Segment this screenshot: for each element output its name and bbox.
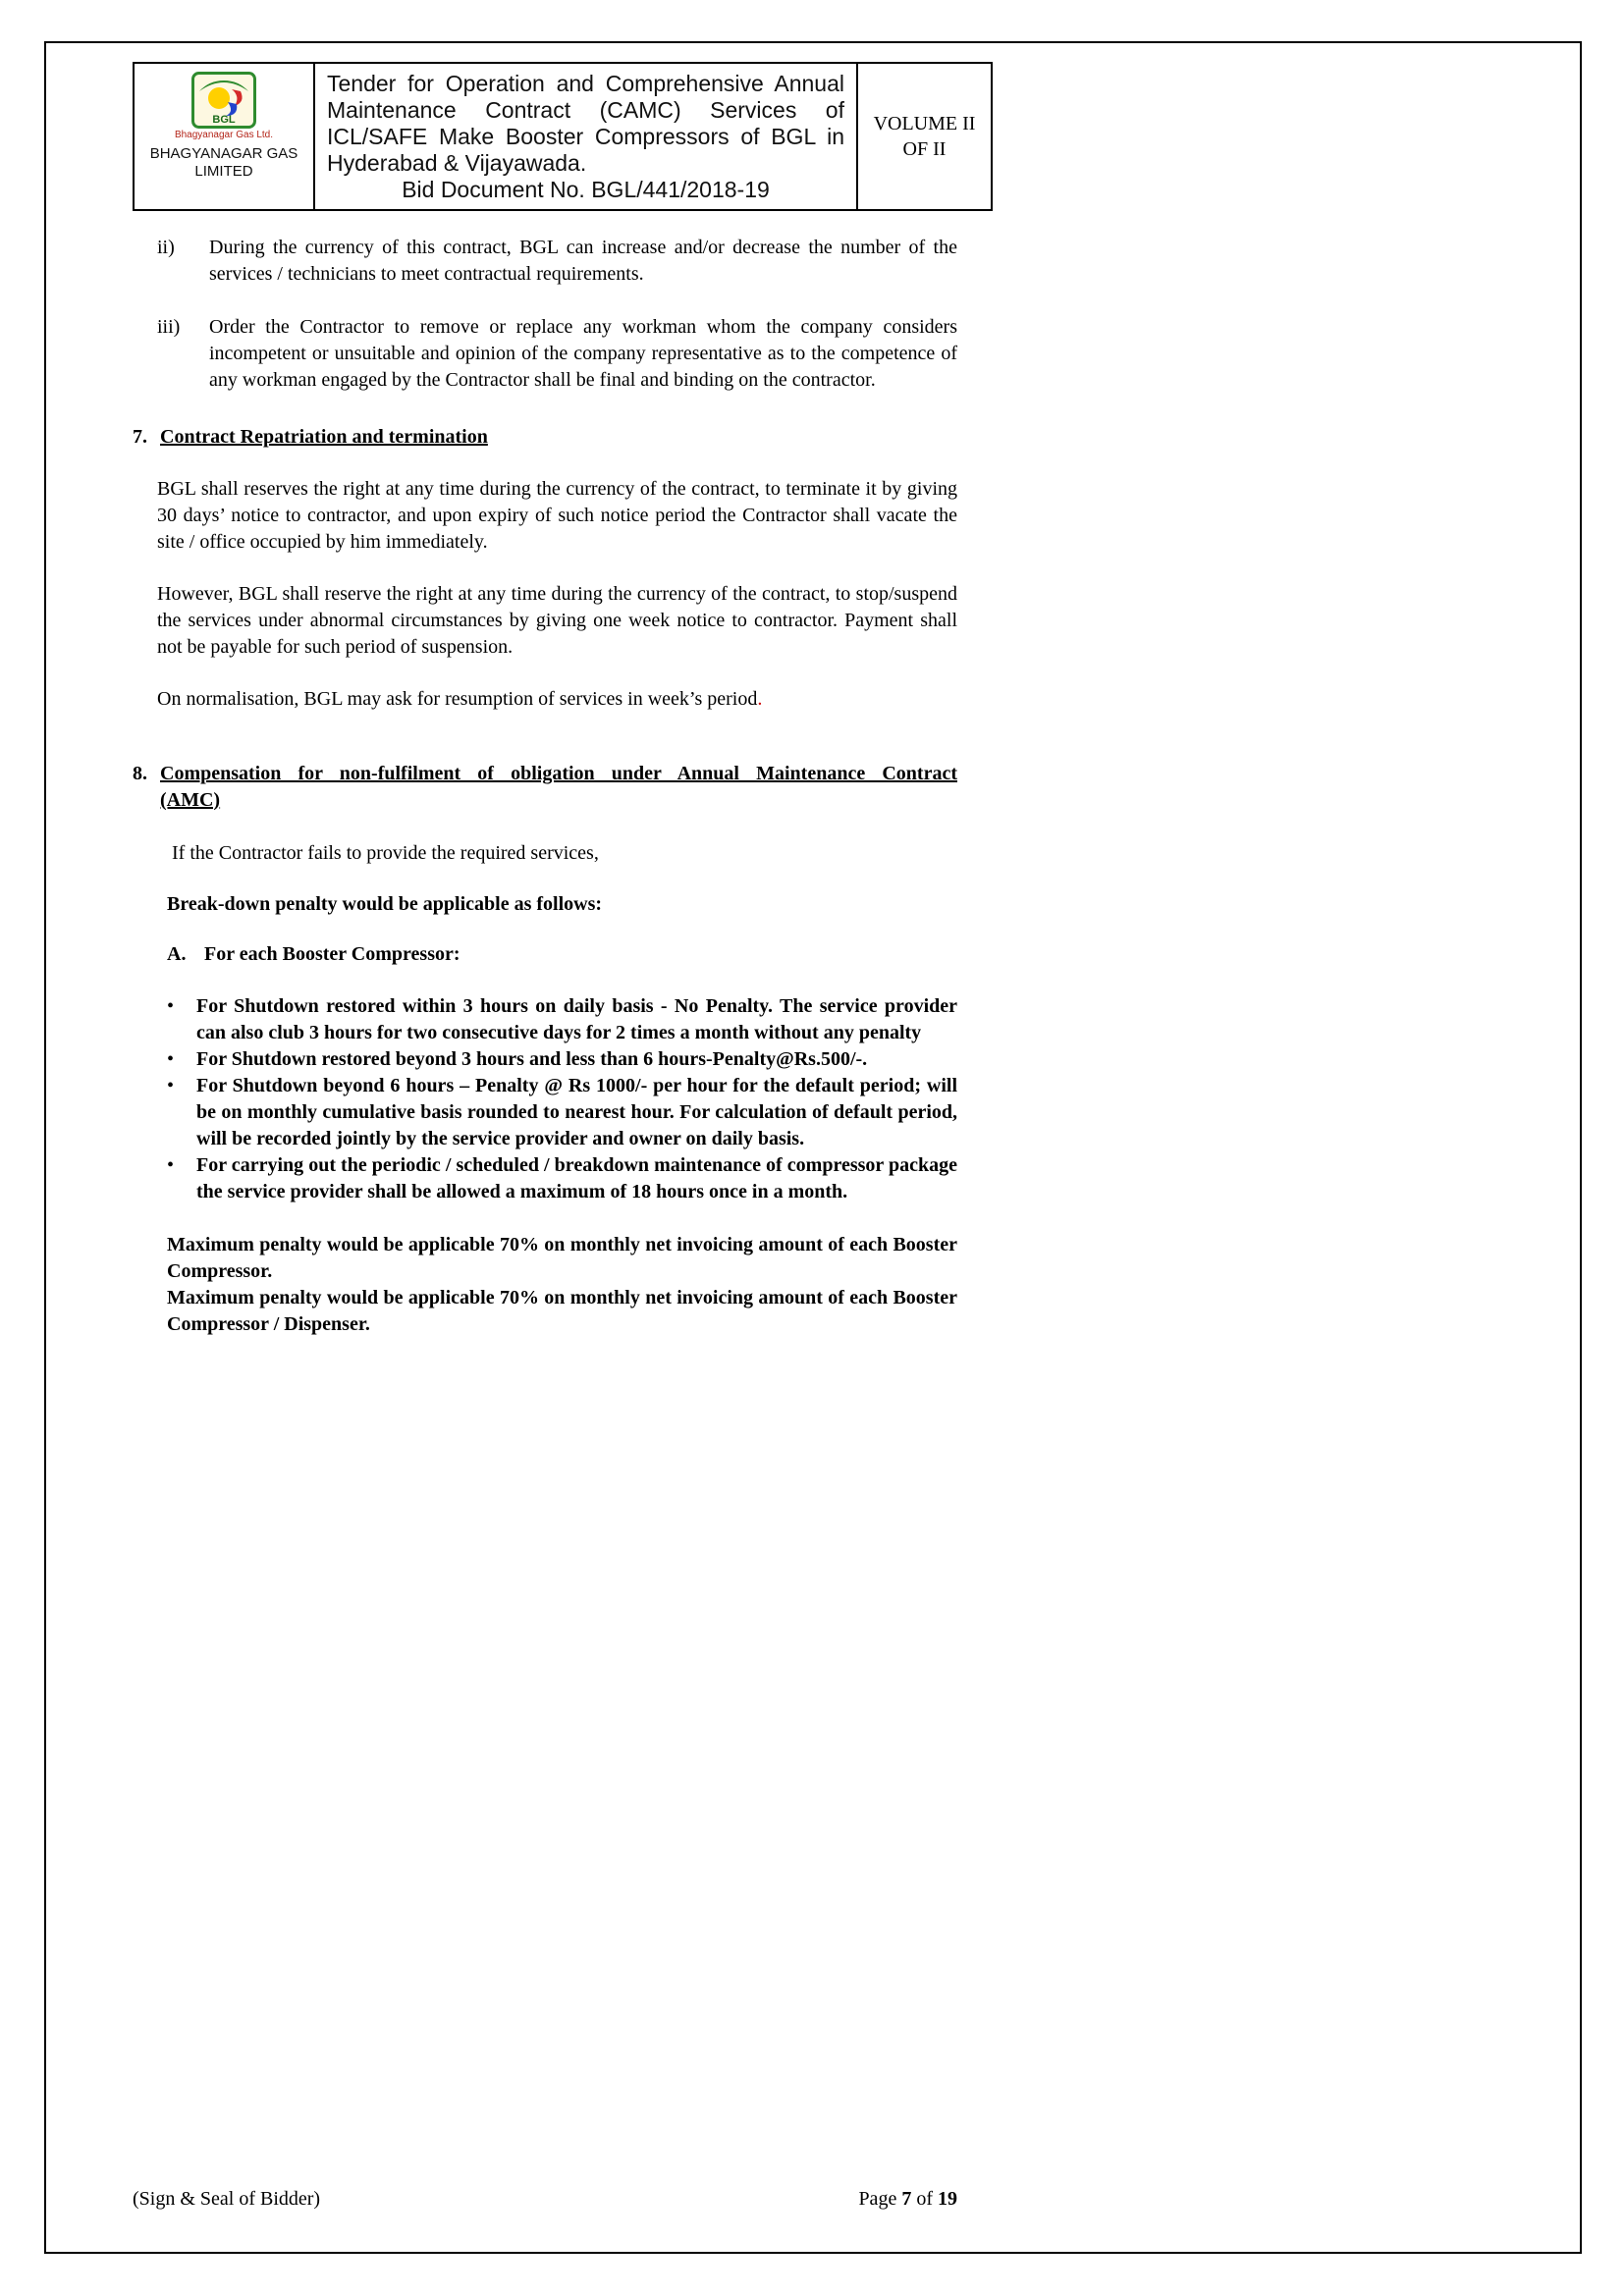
list-item-label: iii) <box>157 316 181 338</box>
paragraph-text: On normalisation, BGL may ask for resumption of services in week’s period <box>157 688 758 710</box>
bullet-text: For Shutdown beyond 6 hours – Penalty @ Rs 1000/- per hour for the default period; will be on monthly cumulative basis rounded to nearest hour. For calculation of default period, will be recorded jointly by the service provider and owner on daily basis. <box>196 1075 957 1149</box>
bullet-text: For Shutdown restored within 3 hours on daily basis - No Penalty. The service provider can also club 3 hours for two consecutive days for 2 times a month without any penalty <box>196 995 957 1043</box>
page-number <box>858 2186 957 2213</box>
red-period: . <box>757 688 763 710</box>
header-table <box>133 62 993 211</box>
paragraph-intro: If the Contractor fails to provide the required services, <box>172 842 599 864</box>
paragraph-termination-2: However, BGL shall reserve the right at any time during the currency of the contract, to stop/suspend the services under abnormal circumstances by giving one week notice to contractor. Payment shall not be payable for such period of suspension. <box>157 583 957 658</box>
page-footer <box>133 2186 957 2213</box>
section-title-line1: Compensation for non-fulfilment of obligation under Annual Maintenance Contract <box>160 763 957 784</box>
penalty-bullet-list <box>133 993 957 1205</box>
section-a-label: A. <box>167 943 187 965</box>
bullet-icon: • <box>167 1154 175 1176</box>
bullet-icon: • <box>167 995 175 1017</box>
volume-line2: OF II <box>902 138 947 160</box>
paragraph-termination-1: BGL shall reserves the right at any time during the currency of the contract, to terminate it by giving 30 days’ notice to contractor, and upon expiry of such notice period the Contractor shall vacate the site / office occupied by him immediately. <box>157 478 957 553</box>
volume-cell <box>856 64 991 209</box>
page-current: 7 <box>901 2188 912 2210</box>
bid-document-number: Bid Document No. BGL/441/2018-19 <box>402 177 770 202</box>
bgl-logo-icon <box>191 72 256 129</box>
org-name <box>150 145 298 181</box>
section-title: Contract Repatriation and termination <box>160 426 488 448</box>
list-item <box>167 1152 957 1205</box>
list-item-ii <box>157 235 957 288</box>
logo-cell <box>135 64 313 209</box>
section-a-heading <box>167 941 957 968</box>
org-name-line1: BHAGYANAGAR GAS <box>149 145 298 162</box>
list-item <box>167 1046 957 1073</box>
section-number: 7. <box>133 426 147 448</box>
list-item <box>167 1073 957 1152</box>
document-page <box>133 62 993 1338</box>
paragraph-normalisation <box>157 686 957 713</box>
bullet-text: For Shutdown restored beyond 3 hours and less than 6 hours-Penalty@Rs.500/-. <box>196 1048 868 1070</box>
document-body <box>133 235 957 1338</box>
bullet-text: For carrying out the periodic / scheduled / breakdown maintenance of compressor package the service provider shall be allowed a maximum of 18 hours once in a month. <box>196 1154 957 1202</box>
section-title-line2: (AMC) <box>160 789 221 811</box>
logo-text: BGL <box>212 114 236 126</box>
list-item-label: ii) <box>157 237 175 258</box>
section-8-heading <box>133 761 957 814</box>
max-penalty-1: Maximum penalty would be applicable 70% on monthly net invoicing amount of each Booster Compressor. <box>167 1234 957 1282</box>
bullet-icon: • <box>167 1048 175 1070</box>
list-item-iii <box>157 314 957 394</box>
section-7-heading <box>133 424 957 451</box>
list-item <box>167 993 957 1046</box>
breakdown-penalty-title: Break-down penalty would be applicable as follows: <box>167 893 603 915</box>
section-title <box>160 761 957 814</box>
volume-line1: VOLUME II <box>873 113 976 134</box>
section-number: 8. <box>133 763 147 784</box>
list-item-text: Order the Contractor to remove or replace any workman whom the company considers incompetent or unsuitable and opinion of the company representative as to the competence of any workman engaged by the Contractor shall be final and binding on the contractor. <box>209 316 957 391</box>
tender-title: Tender for Operation and Comprehensive Annual Maintenance Contract (CAMC) Services of ICL/SAFE Make Booster Compressors of BGL in Hyderabad & Vijayawada. <box>327 71 844 176</box>
sign-seal-label: (Sign & Seal of Bidder) <box>133 2188 321 2210</box>
org-name-line2: LIMITED <box>194 163 253 180</box>
list-item-text: During the currency of this contract, BGL can increase and/or decrease the number of the services / technicians to meet contractual requirements. <box>209 237 957 285</box>
max-penalty-2: Maximum penalty would be applicable 70% on monthly net invoicing amount of each Booster Compressor / Dispenser. <box>167 1287 957 1335</box>
org-subtitle: Bhagyanagar Gas Ltd. <box>174 130 274 140</box>
page-label: Page <box>858 2188 902 2210</box>
tender-title-cell <box>313 64 856 209</box>
of-label: of <box>911 2188 938 2210</box>
page-total: 19 <box>938 2188 957 2210</box>
bullet-icon: • <box>167 1075 175 1096</box>
section-a-title: For each Booster Compressor: <box>204 943 460 965</box>
